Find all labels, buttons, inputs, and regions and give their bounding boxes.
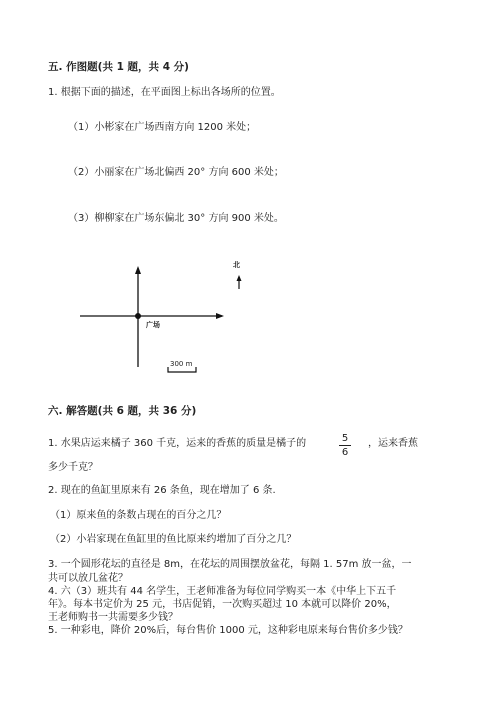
- axis-arrow-up: [135, 266, 141, 274]
- north-arrow-icon: [237, 275, 242, 281]
- section-6-heading: 六. 解答题(共 6 题，共 36 分): [48, 405, 197, 417]
- plaza-label: 广场: [146, 321, 160, 329]
- fraction-bar: [339, 445, 351, 446]
- question-6-4-line-1: 4. 六（3）班共有 44 名学生，王老师准备为每位同学购买一本《中华上下五千: [48, 586, 397, 597]
- question-6-1-part-2: ，运来香蕉: [368, 438, 418, 449]
- axis-arrow-right: [216, 313, 224, 319]
- question-6-3-line-1: 3. 一个圆形花坛的直径是 8m，在花坛的周围摆放盆花，每隔 1. 57m 放一盆，一: [48, 559, 412, 570]
- north-label: 北: [233, 261, 240, 269]
- plaza-point: [135, 313, 141, 319]
- scale-label: 300 m: [170, 360, 193, 368]
- fraction-denominator: 6: [341, 447, 349, 458]
- question-6-2-sub-1: （1）原来鱼的条数占现在的百分之几？: [50, 510, 227, 521]
- question-6-3-line-2: 共可以放几盆花？: [48, 573, 128, 584]
- question-5-1-item-3: （3）柳柳家在广场东偏北 30° 方向 900 米处。: [68, 213, 284, 224]
- question-5-1-item-2: （2）小丽家在广场北偏西 20° 方向 600 米处；: [68, 167, 284, 178]
- question-6-2-sub-2: （2）小岩家现在鱼缸里的鱼比原来约增加了百分之几？: [50, 534, 297, 545]
- question-6-1-part-1: 1. 水果店运来橘子 360 千克，运来的香蕉的质量是橘子的: [48, 438, 307, 449]
- question-6-5: 5. 一种彩电，降价 20%后，每台售价 1000 元，这种彩电原来每台售价多少钱？: [48, 625, 408, 636]
- question-5-1-item-1: （1）小彬家在广场西南方向 1200 米处；: [68, 122, 257, 133]
- question-6-4-line-2: 年》。每本书定价为 25 元，书店促销，一次购买超过 10 本就可以降价 20%，: [48, 599, 397, 610]
- section-5-heading: 五. 作图题(共 1 题，共 4 分): [48, 61, 189, 73]
- fraction-numerator: 5: [341, 433, 349, 444]
- question-5-1: 1. 根据下面的描述，在平面图上标出各场所的位置。: [48, 87, 281, 98]
- question-6-1-line-2: 多少千克？: [48, 462, 98, 473]
- fraction-five-sixths: [339, 433, 351, 458]
- question-6-2: 2. 现在的鱼缸里原来有 26 条鱼，现在增加了 6 条.: [48, 485, 276, 496]
- question-6-4-line-3: 王老师购书一共需要多少钱？: [48, 612, 178, 623]
